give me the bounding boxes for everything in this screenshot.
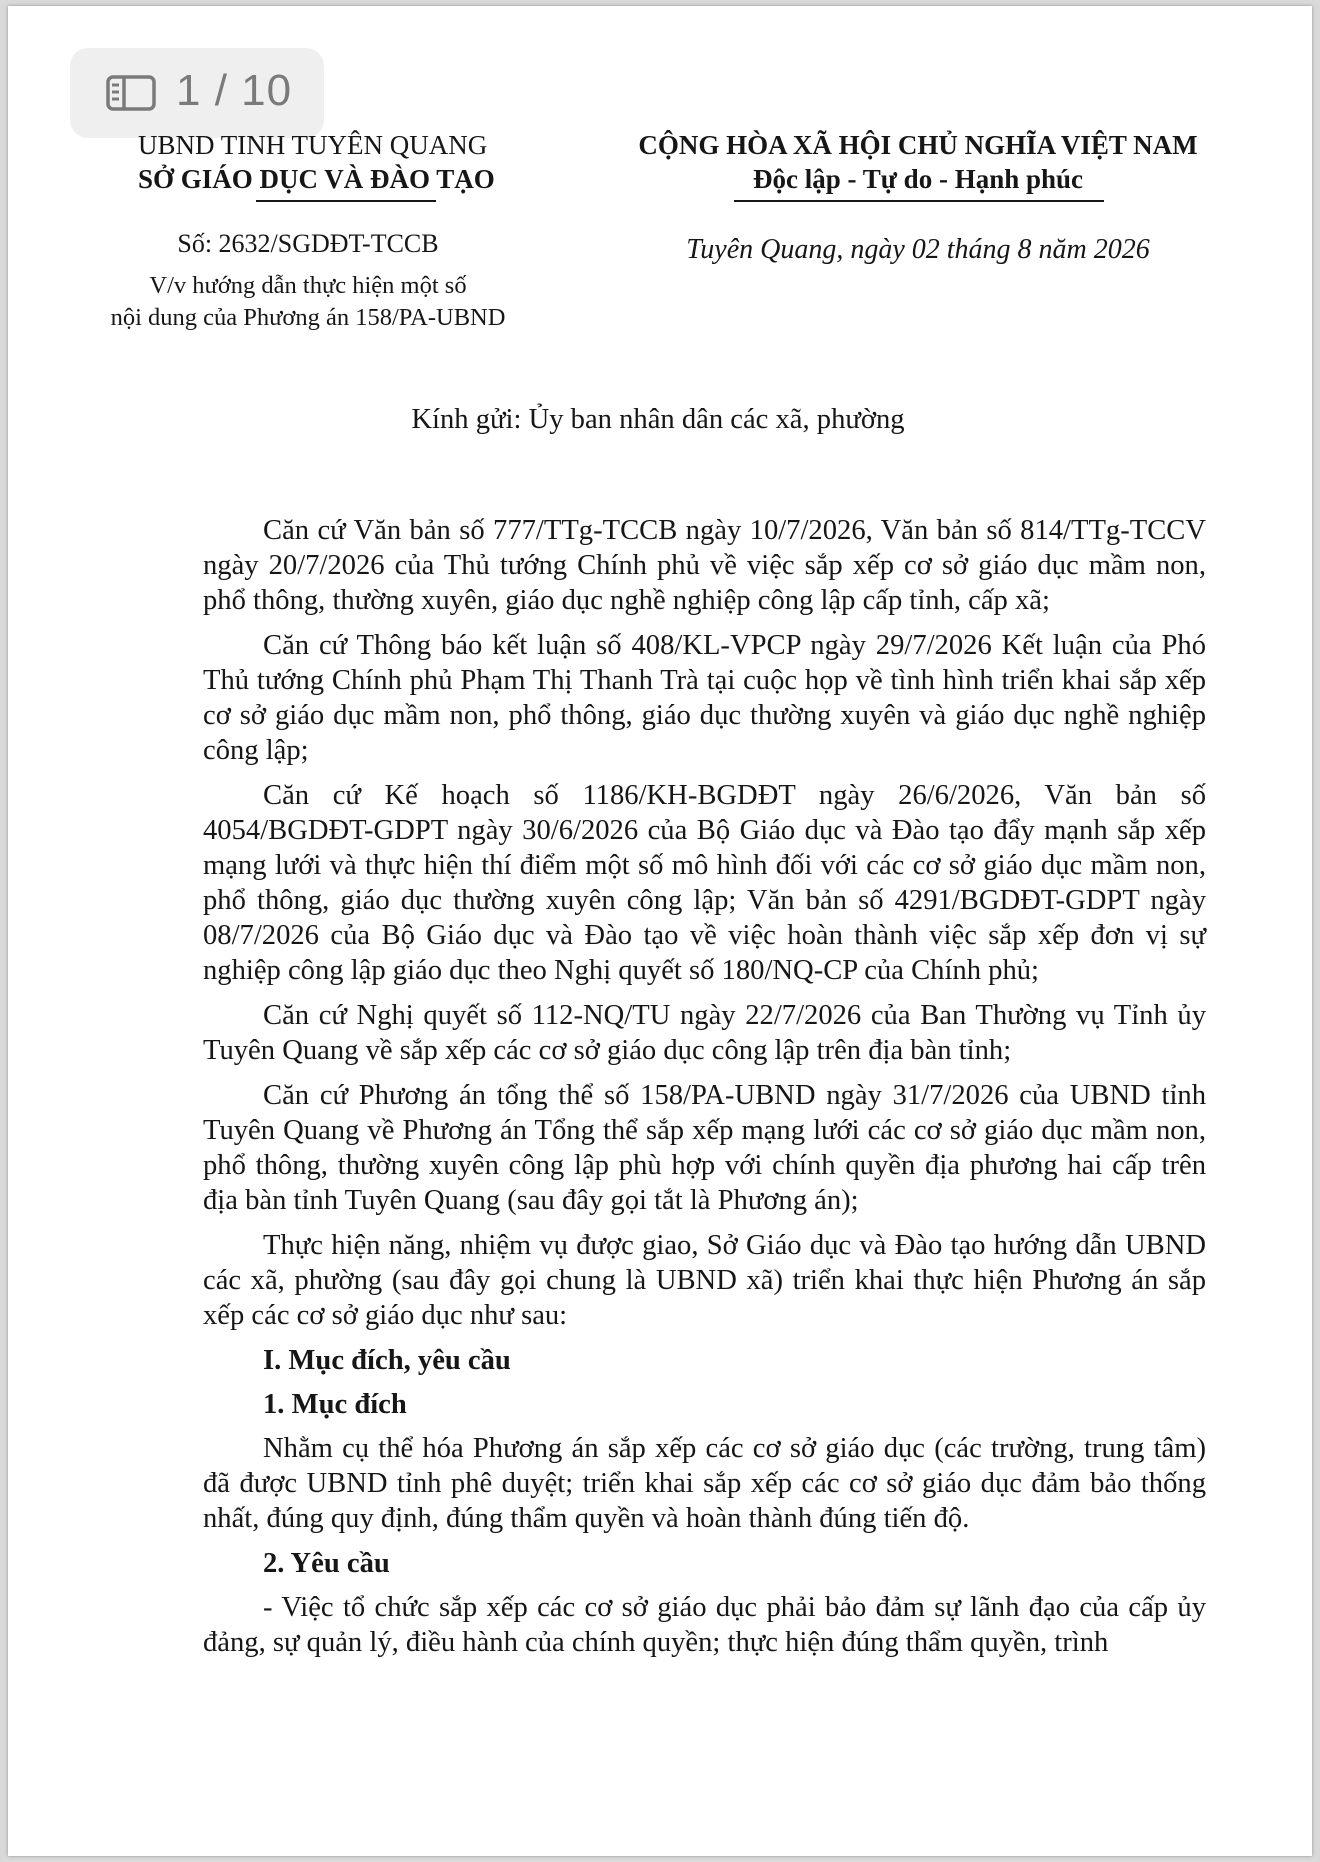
subject-line-1: V/v hướng dẫn thực hiện một số <box>149 272 467 299</box>
issuer-authority: UBND TINH TUYÊN QUANG <box>138 130 488 160</box>
paragraph-purpose: Nhằm cụ thể hóa Phương án sắp xếp các cơ sở giáo dục (các trường, trung tâm) đã được UBND tỉnh phê duyệt; triển khai sắp xếp các cơ sở giáo dục đảm bảo thống nhất, đúng quy định, đúng thẩm quyền và hoàn thành đúng tiến độ. <box>203 1433 1206 1534</box>
paragraph-implementation: Thực hiện năng, nhiệm vụ được giao, Sở Giáo dục và Đào tạo hướng dẫn UBND các xã, phường (sau đây gọi chung là UBND xã) triển khai thực hiện Phương án sắp xếp các cơ sở giáo dục như sau: <box>203 1230 1206 1331</box>
subsection-heading-requirements: 2. Yêu cầu <box>263 1548 390 1579</box>
issuer-department: SỞ GIÁO DỤC VÀ ĐÀO TẠO <box>138 164 495 194</box>
paragraph-requirement-1: - Việc tổ chức sắp xếp các cơ sở giáo dục phải bảo đảm sự lãnh đạo của cấp ủy đảng, sự quản lý, điều hành của chính quyền; thực hiện đúng thẩm quyền, trình <box>203 1592 1206 1658</box>
document-page <box>8 6 1312 1856</box>
place-date: Tuyên Quang, ngày 02 tháng 8 năm 2026 <box>686 234 1150 265</box>
section-heading-1: I. Mục đích, yêu cầu <box>263 1345 511 1376</box>
motto-underline <box>734 200 1104 202</box>
document-number: Số: 2632/SGDĐT-TCCB <box>177 229 439 258</box>
paragraph-basis-1: Căn cứ Văn bản số 777/TTg-TCCB ngày 10/7/2026, Văn bản số 814/TTg-TCCV ngày 20/7/2026 của Thủ tướng Chính phủ về việc sắp xếp cơ sở giáo dục mầm non, phổ thông, thường xuyên, giáo dục nghề nghiệp công lập cấp tỉnh, cấp xã; <box>203 515 1206 616</box>
page-indicator[interactable] <box>70 48 324 138</box>
sidebar-toggle-icon[interactable] <box>106 75 156 111</box>
subject-line-2: nội dung của Phương án 158/PA-UBND <box>110 304 506 331</box>
paragraph-basis-5: Căn cứ Phương án tổng thể số 158/PA-UBND ngày 31/7/2026 của UBND tỉnh Tuyên Quang về Phương án Tổng thể sắp xếp mạng lưới các cơ sở giáo dục mầm non, phổ thông, thường xuyên công lập phù hợp với chính quyền địa phương hai cấp trên địa bàn tỉnh Tuyên Quang (sau đây gọi tắt là Phương án); <box>203 1080 1206 1216</box>
paragraph-basis-2: Căn cứ Thông báo kết luận số 408/KL-VPCP ngày 29/7/2026 Kết luận của Phó Thủ tướng Chính phủ Phạm Thị Thanh Trà tại cuộc họp về tình hình triển khai sắp xếp cơ sở giáo dục mầm non, phổ thông, giáo dục thường xuyên và giáo dục nghề nghiệp công lập; <box>203 630 1206 766</box>
subsection-heading-purpose: 1. Mục đích <box>263 1389 407 1420</box>
page-indicator-text: 1 / 10 <box>176 66 293 115</box>
nation-motto: Độc lập - Tự do - Hạnh phúc <box>752 164 1084 194</box>
nation-title: CỘNG HÒA XÃ HỘI CHỦ NGHĨA VIỆT NAM <box>638 130 1198 160</box>
paragraph-basis-3: Căn cứ Kế hoạch số 1186/KH-BGDĐT ngày 26/6/2026, Văn bản số 4054/BGDĐT-GDPT ngày 30/6/2026 của Bộ Giáo dục và Đào tạo đẩy mạnh sắp xếp mạng lưới và thực hiện thí điểm một số mô hình đối với các cơ sở giáo dục mầm non, phổ thông, giáo dục thường xuyên công lập; Văn bản số 4291/BGDĐT-GDPT ngày 08/7/2026 của Bộ Giáo dục và Đào tạo về việc hoàn thành việc sắp xếp đơn vị sự nghiệp công lập giáo dục theo Nghị quyết số 180/NQ-CP của Chính phủ; <box>203 780 1206 986</box>
issuer-underline <box>256 200 436 202</box>
paragraph-basis-4: Căn cứ Nghị quyết số 112-NQ/TU ngày 22/7/2026 của Ban Thường vụ Tỉnh ủy Tuyên Quang về sắp xếp các cơ sở giáo dục công lập trên địa bàn tỉnh; <box>203 1000 1206 1066</box>
recipient-line: Kính gửi: Ủy ban nhân dân các xã, phường <box>411 404 905 435</box>
document-body <box>203 513 1206 1670</box>
